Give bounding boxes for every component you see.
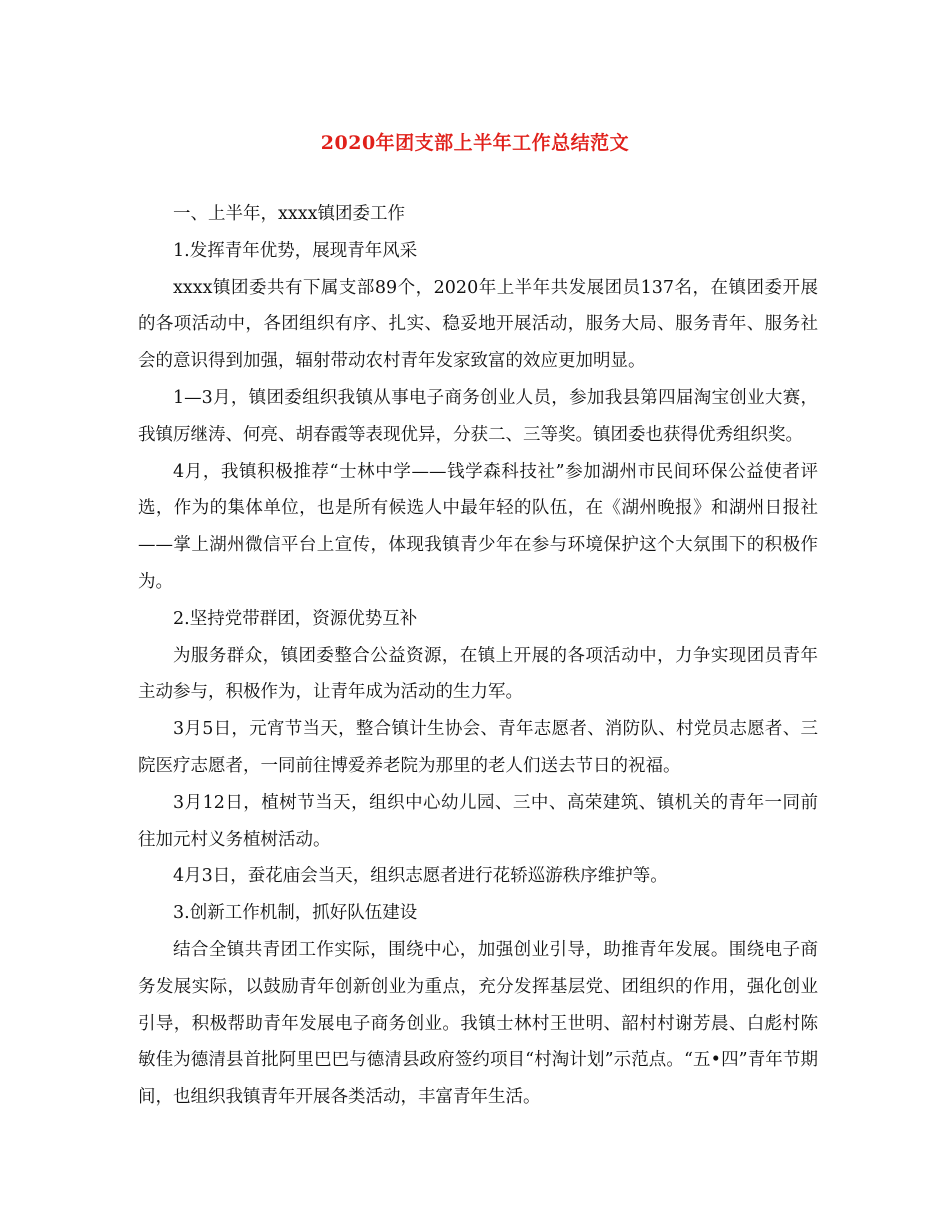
body-paragraph: xxxx镇团委共有下属支部89个，2020年上半年共发展团员137名，在镇团委开展的各项活动中，各团组织有序、扎实、稳妥地开展活动，服务大局、服务青年、服务社会的意识得到加强，辐射带动农村青年发家致富的效应更加明显。 bbox=[138, 277, 818, 372]
section-heading: 一、上半年，xxxx镇团委工作 bbox=[173, 204, 405, 224]
body-paragraph: 为服务群众，镇团委整合公益资源，在镇上开展的各项活动中，力争实现团员青年主动参与，积极作为，让青年成为活动的生力军。 bbox=[138, 645, 818, 703]
body-paragraph: 4月3日，蚕花庙会当天，组织志愿者进行花轿巡游秩序维护等。 bbox=[173, 866, 668, 887]
body-paragraph: 1—3月，镇团委组织我镇从事电子商务创业人员，参加我县第四届淘宝创业大赛，我镇厉继涛、何亮、胡春霞等表现优异，分获二、三等奖。镇团委也获得优秀组织奖。 bbox=[138, 387, 818, 445]
body-paragraph: 3月5日，元宵节当天，整合镇计生协会、青年志愿者、消防队、村党员志愿者、三院医疗志愿者，一同前往博爱养老院为那里的老人们送去节日的祝福。 bbox=[138, 719, 818, 776]
subsection-heading: 2.坚持党带群团，资源优势互补 bbox=[173, 608, 418, 629]
body-paragraph: 4月，我镇积极推荐“士林中学——钱学森科技社”参加湖州市民间环保公益使者评选，作为的集体单位，也是所有候选人中最年轻的队伍，在《湖州晚报》和湖州日报社——掌上湖州微信平台上宣传，体现我镇青少年在参与环境保护这个大氛围下的积极作为。 bbox=[138, 461, 818, 592]
body-paragraph: 结合全镇共青团工作实际，围绕中心，加强创业引导，助推青年发展。围绕电子商务发展实际，以鼓励青年创新创业为重点，充分发挥基层党、团组织的作用，强化创业引导，积极帮助青年发展电子商务创业。我镇士林村王世明、韶村村谢芳晨、白彪村陈敏佳为德清县首批阿里巴巴与德清县政府签约项目“村淘计划”示范点。“五•四”青年节期间，也组织我镇青年开展各类活动，丰富青年生活。 bbox=[138, 939, 818, 1108]
body-paragraph: 3月12日，植树节当天，组织中心幼儿园、三中、高荣建筑、镇机关的青年一同前往加元村义务植树活动。 bbox=[138, 792, 818, 850]
document-body bbox=[138, 196, 818, 1116]
subsection-heading: 1.发挥青年优势，展现青年风采 bbox=[173, 240, 418, 261]
document-title: 2020年团支部上半年工作总结范文 bbox=[320, 132, 630, 154]
subsection-heading: 3.创新工作机制，抓好队伍建设 bbox=[173, 903, 418, 924]
